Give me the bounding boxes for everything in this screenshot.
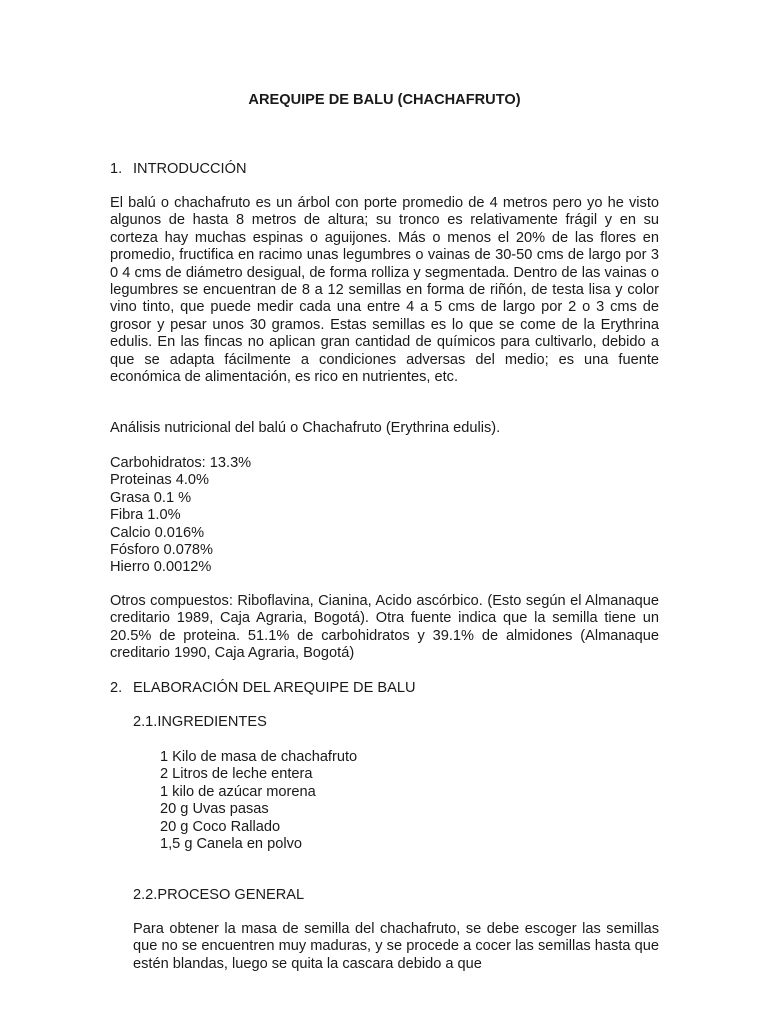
ingredient-list <box>160 749 357 853</box>
ingredient-item: 1 Kilo de masa de chachafruto <box>160 749 358 765</box>
section-title: INTRODUCCIÓN <box>133 161 247 177</box>
nutrient-item: Hierro 0.0012% <box>110 559 212 576</box>
ingredient-item: 1 kilo de azúcar morena <box>160 783 316 800</box>
ingredient-item: 20 g Uvas pasas <box>160 801 269 818</box>
ingredient-item: 1,5 g Canela en polvo <box>160 835 302 852</box>
nutrient-item: Fibra 1.0% <box>110 507 181 524</box>
nutrient-item: Fósforo 0.078% <box>110 541 214 558</box>
nutritional-analysis-line: Análisis nutricional del balú o Chachafruto (Erythrina edulis). <box>110 420 501 436</box>
process-paragraph: Para obtener la masa de semilla del chachafruto, se debe escoger las semillas que no se encuentren muy maduras, y se procede a cocer las semillas hasta que estén blandas, luego se quita la cascara debido a que <box>133 921 659 972</box>
document-title: AREQUIPE DE BALU (CHACHAFRUTO) <box>248 92 521 108</box>
nutrient-item: Proteinas 4.0% <box>110 472 209 489</box>
nutrient-list <box>110 455 251 577</box>
subsection-heading-ingredientes: 2.1.INGREDIENTES <box>133 714 267 730</box>
section-heading-elaboracion <box>110 680 416 697</box>
subsection-heading-proceso-general: 2.2.PROCESO GENERAL <box>133 887 305 903</box>
nutrient-item: Grasa 0.1 % <box>110 489 192 506</box>
section-number: 1. <box>110 161 123 177</box>
ingredient-item: 2 Litros de leche entera <box>160 766 313 783</box>
intro-paragraph: El balú o chachafruto es un árbol con porte promedio de 4 metros pero yo he visto algunos de hasta 8 metros de altura; su tronco es relativamente frágil y en su corteza hay muchas espinas o aguijones. Más o menos el 20% de las flores en promedio, fructifica en racimo unas legumbres o vainas de 30-50 cms de largo por 3 0 4 cms de diámetro desigual, de forma rolliza y segmentada. Dentro de las vainas o legumbres se encuentran de 8 a 12 semillas en forma de riñón, de testa lisa y color vino tinto, que puede medir cada una entre 4 a 5 cms de largo por 2 o 3 cms de grosor y pesar unos 30 gramos. Estas semillas es lo que se come de la Erythrina edulis. En las fincas no aplican gran cantidad de químicos para cultivarlo, debido a que se adapta fácilmente a condiciones adversas del medio; es una fuente económica de alimentación, es rico en nutrientes, etc. <box>110 195 659 386</box>
nutrient-item: Calcio 0.016% <box>110 524 205 541</box>
ingredient-item: 20 g Coco Rallado <box>160 818 281 835</box>
section-title: ELABORACIÓN DEL AREQUIPE DE BALU <box>133 680 416 696</box>
section-number: 2. <box>110 680 123 696</box>
section-heading-introduccion <box>110 161 247 178</box>
other-compounds-paragraph: Otros compuestos: Riboflavina, Cianina, Acido ascórbico. (Esto según el Almanaque creditario 1989, Caja Agraria, Bogotá). Otra fuente indica que la semilla tiene un 20.5% de proteina. 51.1% de carbohidratos y 39.1% de almidones (Almanaque creditario 1990, Caja Agraria, Bogotá) <box>110 593 659 662</box>
nutrient-item: Carbohidratos: 13.3% <box>110 455 252 471</box>
